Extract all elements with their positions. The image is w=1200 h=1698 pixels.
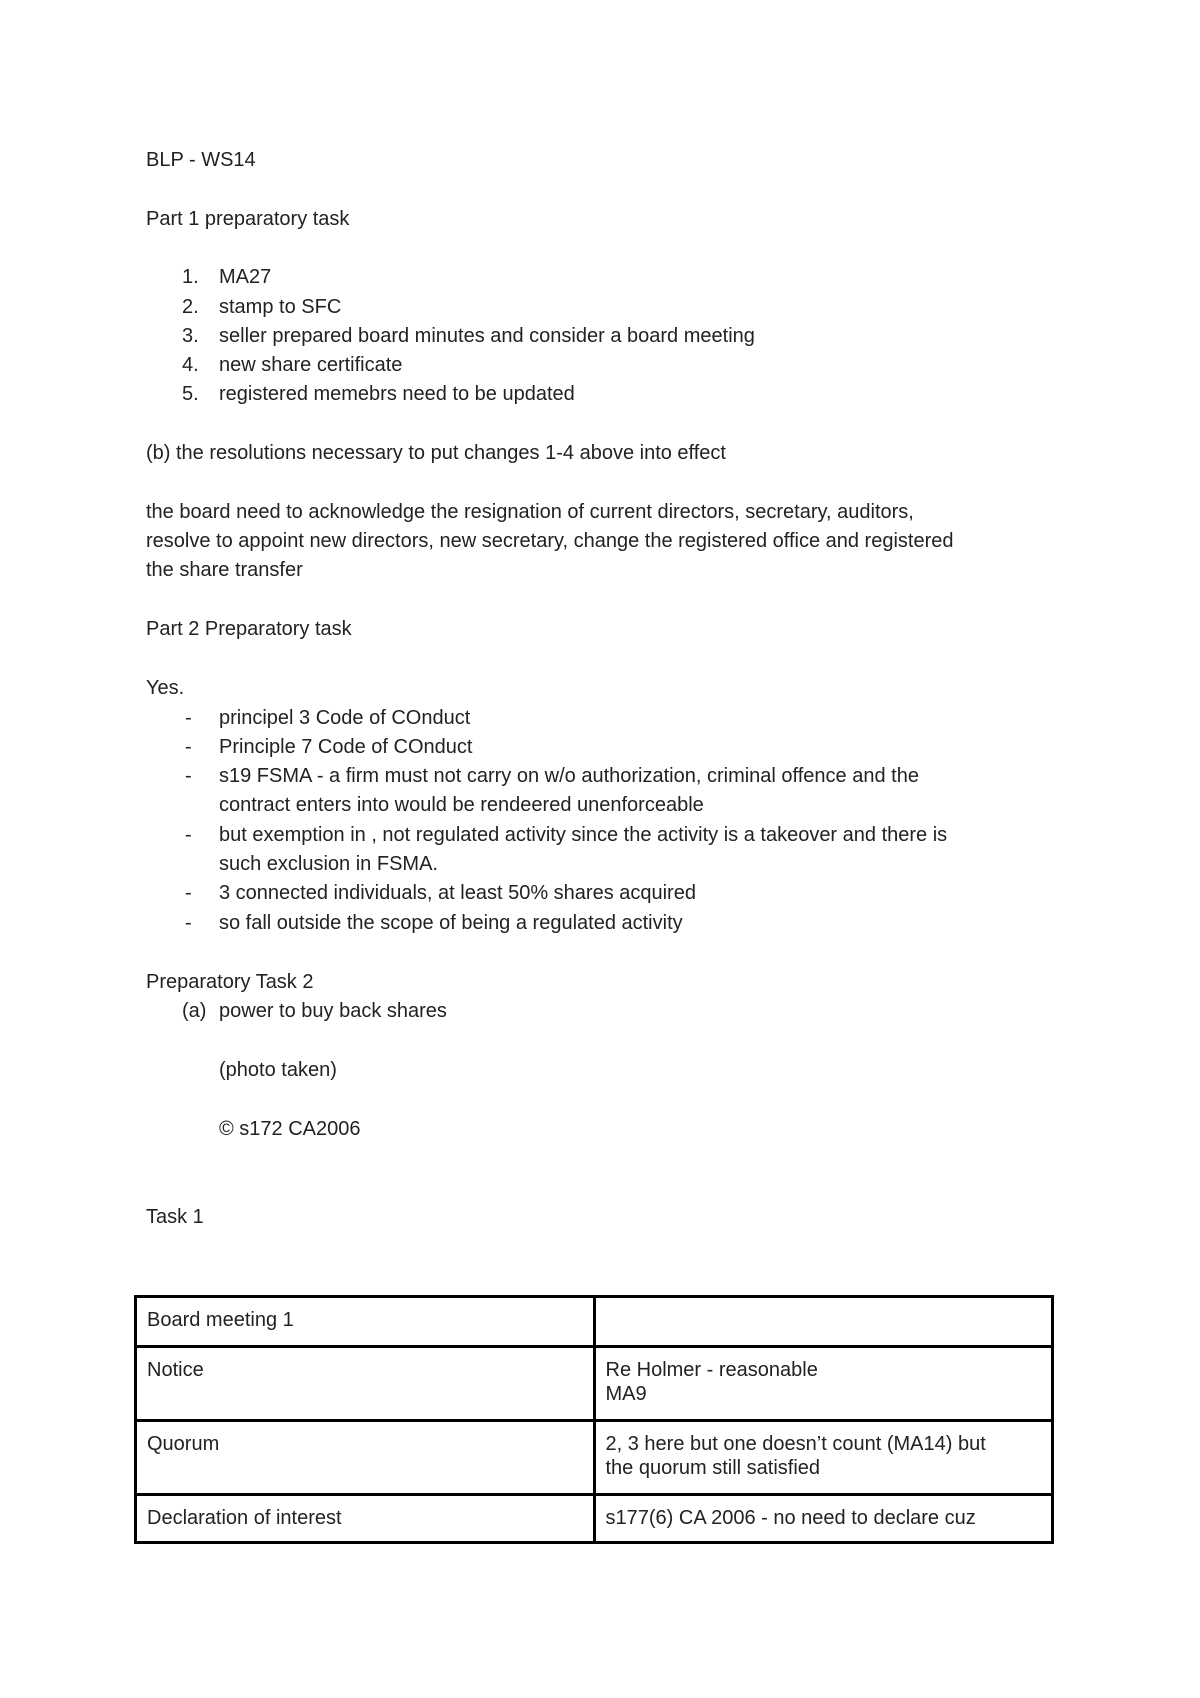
- table-row: [136, 1495, 1053, 1543]
- bullet-marker: -: [185, 882, 192, 904]
- list-item: MA27: [219, 266, 272, 288]
- section-c-text: © s172 CA2006: [219, 1118, 361, 1140]
- bullet-item: s19 FSMA - a firm must not carry on w/o authorization, criminal offence and the: [219, 765, 919, 787]
- table-cell: [136, 1421, 595, 1495]
- document-title: BLP - WS14: [146, 149, 256, 171]
- bullet-item: so fall outside the scope of being a regulated activity: [219, 912, 683, 934]
- list-item: new share certificate: [219, 354, 403, 376]
- bullet-marker: -: [185, 765, 192, 787]
- list-number: 5.: [182, 383, 199, 405]
- list-number: 1.: [182, 266, 199, 288]
- paragraph-line: resolve to appoint new directors, new secretary, change the registered office and registered: [146, 530, 954, 552]
- bullet-item-continuation: such exclusion in FSMA.: [219, 853, 438, 875]
- bullet-item-continuation: contract enters into would be rendeered unenforceable: [219, 794, 704, 816]
- list-item: stamp to SFC: [219, 296, 342, 318]
- table-row: [136, 1347, 1053, 1421]
- table-cell: [594, 1297, 1053, 1347]
- bullet-marker: -: [185, 736, 192, 758]
- paragraph-line: the board need to acknowledge the resignation of current directors, secretary, auditors,: [146, 501, 914, 523]
- photo-note: (photo taken): [219, 1059, 337, 1081]
- table-cell: [594, 1421, 1053, 1495]
- cell-text: MA9: [605, 1383, 647, 1405]
- bullet-item: but exemption in , not regulated activity since the activity is a takeover and there is: [219, 824, 948, 846]
- table-cell: [594, 1495, 1053, 1543]
- cell-text: Board meeting 1: [147, 1309, 294, 1331]
- part2-yes: Yes.: [146, 677, 185, 699]
- prep-task2-heading: Preparatory Task 2: [146, 971, 314, 993]
- list-item: registered memebrs need to be updated: [219, 383, 575, 405]
- table-cell: [136, 1297, 595, 1347]
- cell-text: Notice: [147, 1359, 204, 1381]
- list-number: 2.: [182, 296, 199, 318]
- bullet-marker: -: [185, 912, 192, 934]
- bullet-item: principel 3 Code of COnduct: [219, 707, 471, 729]
- bullet-item: 3 connected individuals, at least 50% shares acquired: [219, 882, 696, 904]
- cell-text: 2, 3 here but one doesn’t count (MA14) but: [605, 1433, 986, 1455]
- cell-text: Re Holmer - reasonable: [605, 1359, 818, 1381]
- cell-text: Quorum: [147, 1433, 220, 1455]
- bullet-item: Principle 7 Code of COnduct: [219, 736, 473, 758]
- part2-heading: Part 2 Preparatory task: [146, 618, 352, 640]
- table-row: [136, 1421, 1053, 1495]
- list-number: 3.: [182, 325, 199, 347]
- list-item: seller prepared board minutes and consider a board meeting: [219, 325, 755, 347]
- board-meeting-table: [134, 1295, 1054, 1544]
- bullet-marker: -: [185, 707, 192, 729]
- part1-b-text: (b) the resolutions necessary to put changes 1-4 above into effect: [146, 442, 726, 464]
- table-row: [136, 1297, 1053, 1347]
- paragraph-line: the share transfer: [146, 559, 303, 581]
- bullet-marker: -: [185, 824, 192, 846]
- list-item: power to buy back shares: [219, 1000, 447, 1022]
- cell-text: the quorum still satisfied: [605, 1457, 821, 1479]
- cell-text: Declaration of interest: [147, 1507, 342, 1529]
- list-label: (a): [182, 1000, 207, 1022]
- table-cell: [594, 1347, 1053, 1421]
- list-number: 4.: [182, 354, 199, 376]
- task1-heading: Task 1: [146, 1206, 204, 1228]
- table-cell: [136, 1347, 595, 1421]
- table-cell: [136, 1495, 595, 1543]
- cell-text: s177(6) CA 2006 - no need to declare cuz: [605, 1507, 976, 1529]
- part1-heading: Part 1 preparatory task: [146, 208, 350, 230]
